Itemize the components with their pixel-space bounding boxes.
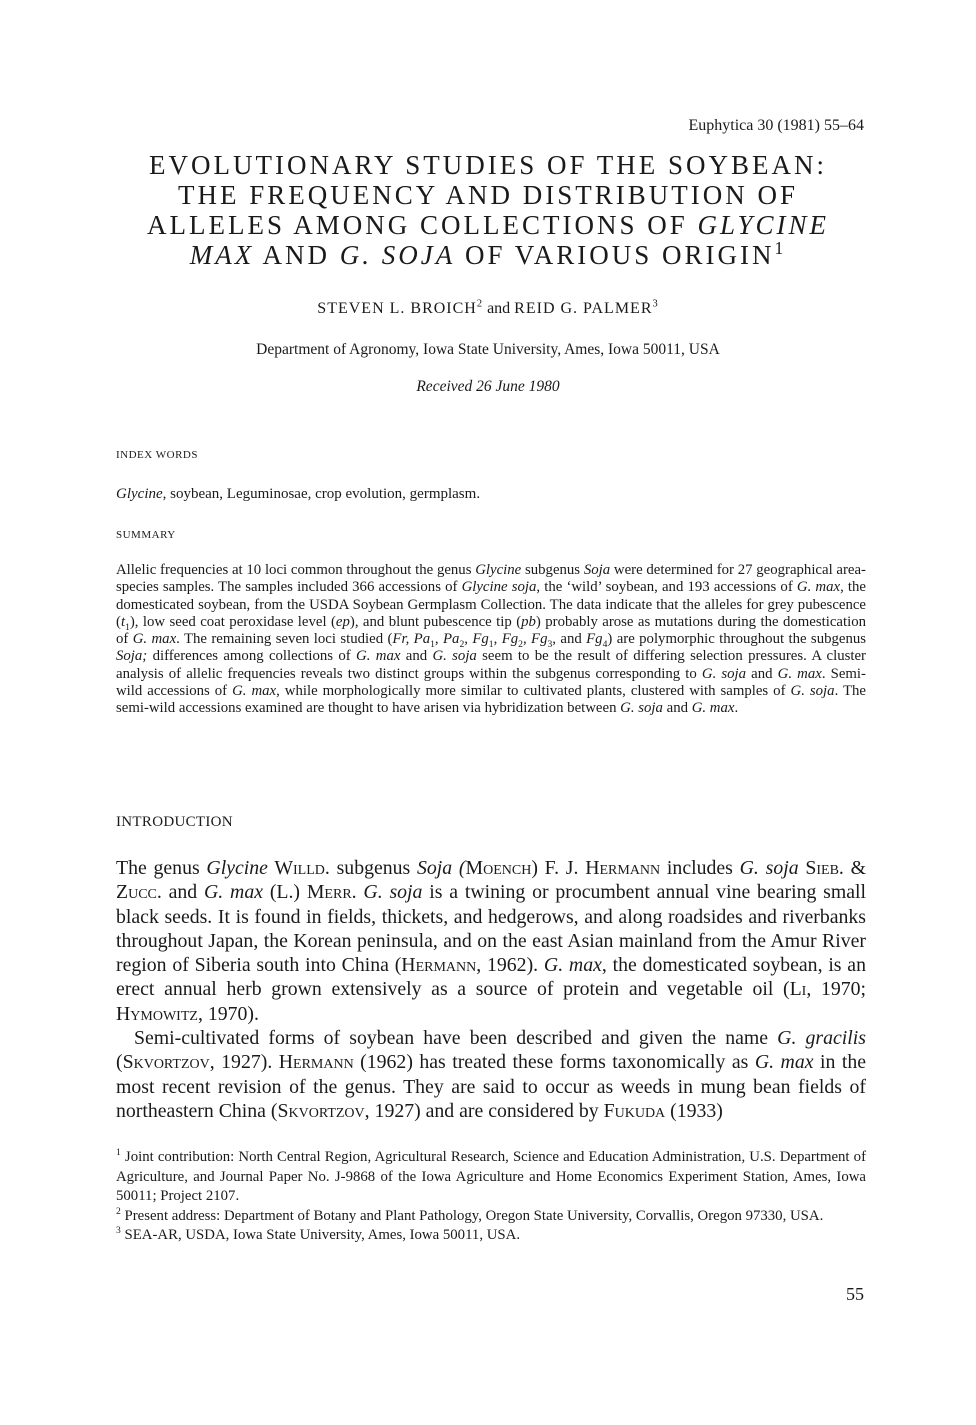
author-list xyxy=(110,300,866,318)
author-2-footnote-mark: 3 xyxy=(652,298,659,310)
footnotes xyxy=(116,1148,866,1246)
title-line-1: EVOLUTIONARY STUDIES OF THE SOYBEAN: xyxy=(148,150,827,180)
footnote-1: $^1$ Joint contribution: North Central Region, Agricultural Research, Science and Education Administration, U.S. Department of Agriculture, and Journal Paper No. J-9868 of the Iowa Agriculture and Home Economics Experiment Station, Ames, Iowa 50011; Project 2107. xyxy=(116,1147,866,1204)
author-1-footnote-mark: 2 xyxy=(476,298,484,310)
footnote-2: $^2$ Present address: Department of Botany and Plant Pathology, Oregon State University, Corvallis, Oregon 97330, USA. xyxy=(116,1205,824,1224)
title-max: MAX xyxy=(189,240,255,270)
introduction-body xyxy=(116,856,866,1123)
author-conjunction: and xyxy=(483,300,515,317)
title-line-3: ALLELES AMONG COLLECTIONS OF xyxy=(147,210,698,240)
title-footnote-mark: 1 xyxy=(774,238,787,258)
journal-citation: Euphytica 30 (1981) 55–64 xyxy=(688,117,864,134)
paper-title xyxy=(110,150,866,270)
title-soja: G. SOJA xyxy=(339,240,456,270)
summary-text: Allelic frequencies at 10 loci common throughout the genus Glycine subgenus Soja were determined for 27 geographical area-species samples. The samples included 366 accessions of Glycine soja, the ‘wild’ soybean, and 193 accessions of G. max, the domesticated soybean, from the USDA Soybean Germplasm Collection. The data indicate that the alleles for grey pubescence $(t_1)$, low seed coat peroxidase level (ep), and blunt pubescence tip (pb) probably arose as mutations during the domestication of G. max. The remaining seven loci studied (Fr, $Pa_1$, $Pa_2$, $Fg_1$, $Fg_2$, $Fg_3$, and $Fg_4$) are polymorphic throughout the subgenus Soja; differences among collections of G. max and G. soja seem to be the result of differing selection pressures. A cluster analysis of allelic frequencies reveals two distinct groups within the subgenus corresponding to G. soja and G. max. Semi-wild accessions of G. max, while morphologically more similar to cultivated plants, clustered with samples of G. soja. The semi-wild accessions examined are thought to have arisen via hybridization between G. soja and G. max. xyxy=(116,562,867,717)
footnote-3: $^3$ SEA-AR, USDA, Iowa State University, Ames, Iowa 50011, USA. xyxy=(116,1225,521,1243)
title-line-4-end: OF VARIOUS ORIGIN xyxy=(455,240,775,270)
introduction-heading: INTRODUCTION xyxy=(116,814,233,830)
keyword-glycine: Glycine xyxy=(116,486,163,502)
intro-paragraph-1: The genus Glycine Willd. subgenus Soja (Moench) F. J. Hermann includes G. soja Sieb. & Zucc. and G. max (L.) Merr. G. soja is a twining or procumbent annual vine bearing small black seeds. It is found in fields, thickets, and hedgerows, and along roadsides and riverbanks throughout Japan, the Korean peninsula, and on the east Asian mainland from the Amur River region of Siberia south into China (Hermann, 1962). G. max, the domesticated soybean, is an erect annual herb grown extensively as a source of protein and vegetable oil (Li, 1970; Hymowitz, 1970). xyxy=(116,857,867,1025)
author-1: STEVEN L. BROICH xyxy=(317,300,477,317)
summary-heading: SUMMARY xyxy=(116,529,176,541)
page-number: 55 xyxy=(846,1284,864,1304)
title-genus: GLYCINE xyxy=(697,210,829,240)
index-words-heading: INDEX WORDS xyxy=(116,449,198,461)
index-words xyxy=(116,486,480,503)
keyword-list: , soybean, Leguminosae, crop evolution, germplasm. xyxy=(162,486,481,502)
received-date: Received 26 June 1980 xyxy=(416,378,560,395)
affiliation: Department of Agronomy, Iowa State University, Ames, Iowa 50011, USA xyxy=(256,341,720,358)
intro-paragraph-2: Semi-cultivated forms of soybean have been described and given the name G. gracilis (Skvortzov, 1927). Hermann (1962) has treated these forms taxonomically as G. max in the most recent revision of the genus. They are said to occur as weeds in mung bean fields of northeastern China (Skvortzov, 1927) and are considered by Fukuda (1933) xyxy=(116,1027,866,1122)
title-line-2: THE FREQUENCY AND DISTRIBUTION OF xyxy=(177,180,798,210)
author-2: REID G. PALMER xyxy=(514,300,653,317)
title-and: AND xyxy=(254,240,340,270)
